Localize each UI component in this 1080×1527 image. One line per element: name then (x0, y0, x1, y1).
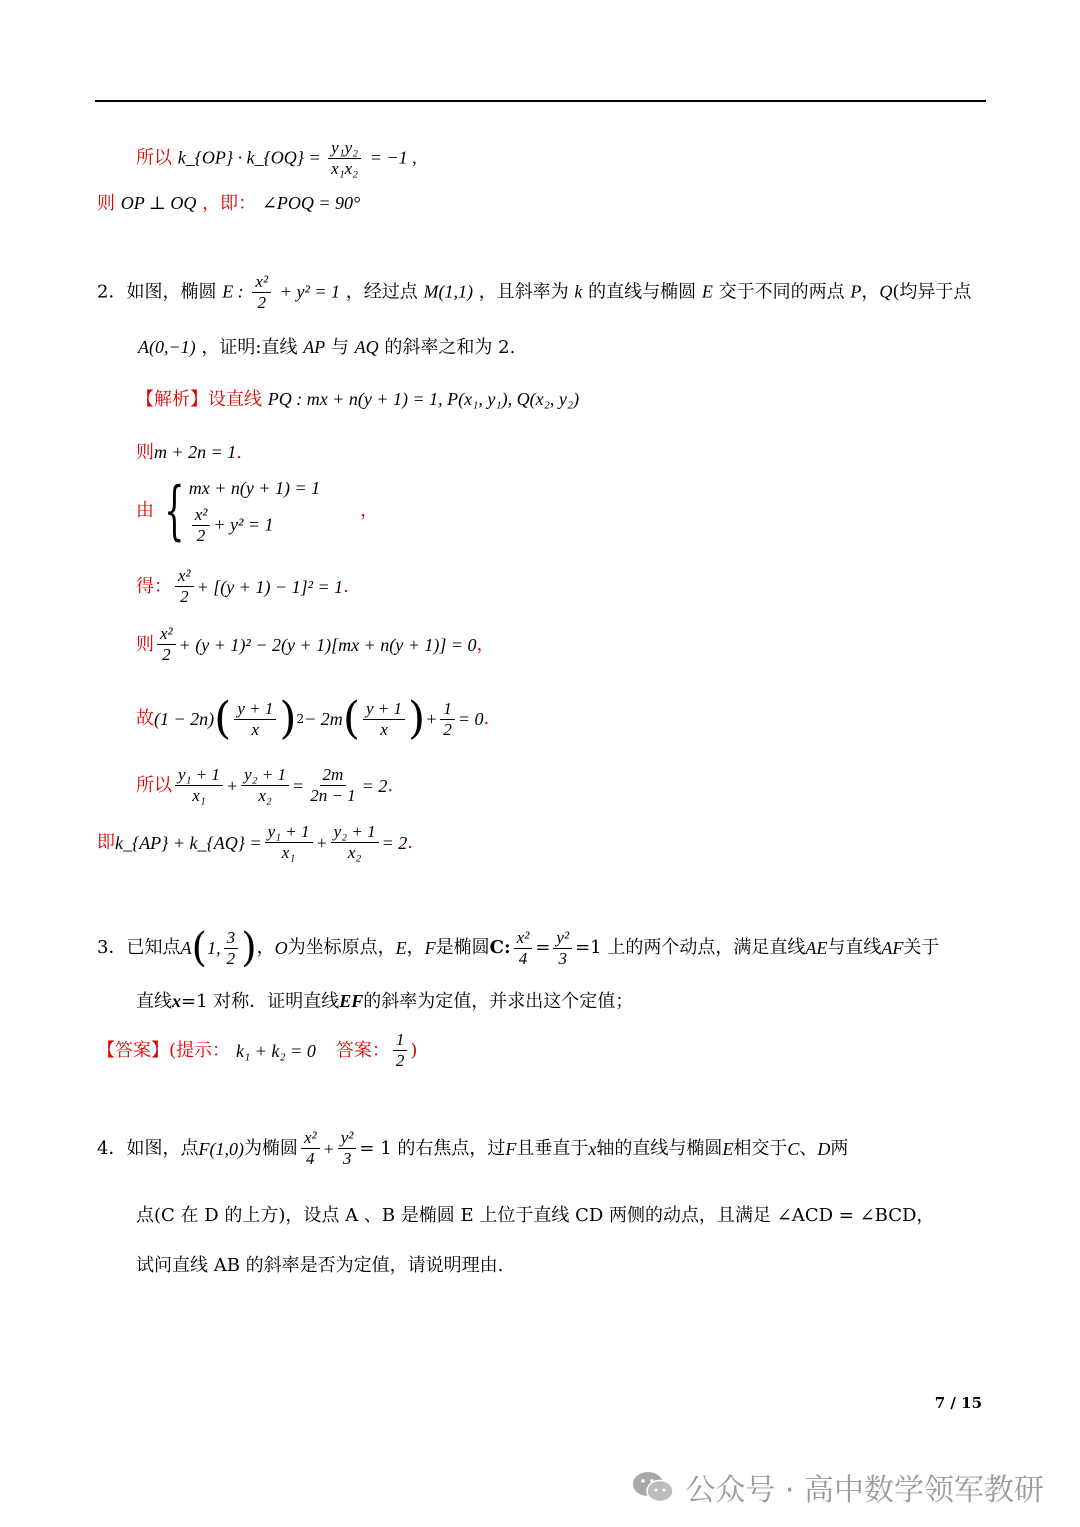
q2-step7: 即 k_{AP} + k_{AQ} = $\frac{\text{y₁ + 1}}{\text{x₁}}$ + $\frac{\text{y₂ + 1}}{\text{x₂}}$ = 2 . (97, 822, 413, 862)
q2-step5: 故 (1 − 2n) ( $\frac{y + 1}{x}$ ) 2 − 2m ( $\frac{y + 1}{x}$ ) + $\frac{1}{2}$ = 0 . (136, 693, 490, 744)
so-frac: $\frac{\text{y₁y₂}}{\text{x₁x₂}}$ (328, 138, 361, 179)
prev-so-line (136, 138, 417, 179)
page-number: 7 / 15 (934, 1394, 982, 1412)
q4-line1: 4．如图，点 F(1,0) 为椭圆 $\frac{\text{x²}}{4}$ + $\frac{\text{y²}}{3}$ = 1 的右焦点，过 F 且垂直于 x 轴的直线与椭圆 E 相交于 C 、 D 两 (97, 1128, 849, 1168)
header-rule (95, 100, 986, 102)
so-tail: = −1 , (369, 147, 417, 168)
q2-solution-head: 【解析】设直线 PQ : mx + n(y + 1) = 1, P(x₁, y₁), Q(x₂, y₂) (136, 389, 580, 410)
watermark (631, 1465, 1044, 1509)
q2-step3: 得： $\frac{\text{x²}}{2}$ + [(y + 1) − 1]² = 1 . (136, 566, 349, 606)
left-brace: { (164, 474, 185, 548)
q3-answer: 【答案】(提示： k₁ + k₂ = 0 答案： $\frac{1}{2}$ ) (97, 1030, 418, 1070)
q4-line3: 试问直线 AB 的斜率是否为定值，请说明理由. (136, 1255, 504, 1276)
q4-line2: 点(C 在 D 的上方)，设点 A 、B 是椭圆 E 上位于直线 CD 两侧的动点，且满足 ∠ACD = ∠BCD， (136, 1205, 935, 1226)
so-label: 所以 (136, 147, 172, 169)
q2-line1: 2．如图，椭圆 E : $\frac{\text{x²}}{2}$ + y² = 1 ，经过点 M(1,1) ，且斜率为 k 的直线与椭圆 E 交于不同的两点 P，Q(均异于点 (97, 272, 972, 312)
q3-line2: 直线x=1 对称．证明直线EF的斜率为定值，并求出这个定值； (136, 991, 634, 1012)
wechat-icon (631, 1469, 675, 1505)
q3-line1: 3．已知点 A ( 1, $\frac{3}{2}$ ) ， O 为坐标原点， E ， F 是椭圆 C: $\frac{\text{x²}}{4}$ = $\frac{\text{y²}}{3}$ =1 上的两个动点，满足直线 AE 与直线 AF 关于 (97, 925, 940, 971)
q2-step2-system: 由 { mx + n(y + 1) = 1 $\frac{\text{x²}}{2}$ + y² = 1 ， (136, 474, 379, 548)
q2-step1: 则m + 2n = 1. (136, 442, 243, 463)
so-expr: k_{OP} · k_{OQ} = (177, 147, 326, 168)
q2-step6: 所以 $\frac{\text{y₁ + 1}}{\text{x₁}}$ + $\frac{\text{y₂ + 1}}{\text{x₂}}$ = $\frac{2m}{2n - 1}$ = 2 . (136, 765, 394, 805)
q2-step4: 则 $\frac{\text{x²}}{2}$ + (y + 1)² − 2(y + 1)[mx + n(y + 1)] = 0 ， (136, 624, 495, 664)
prev-then-line: 则 OP ⊥ OQ ，即： ∠POQ = 90° (97, 193, 361, 214)
q2-line2: A(0,−1) ，证明:直线 AP 与 AQ 的斜率之和为 2. (138, 337, 516, 358)
watermark-text: 公众号 · 高中数学领军教研 (685, 1473, 1044, 1508)
